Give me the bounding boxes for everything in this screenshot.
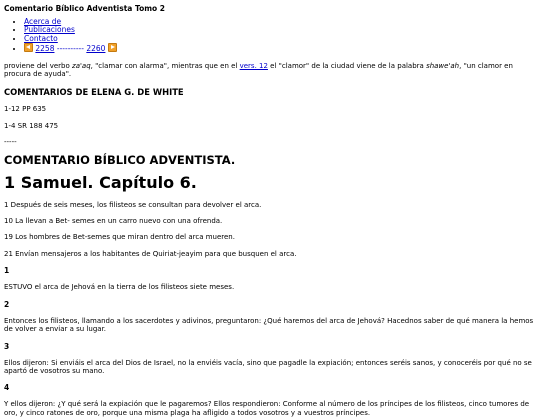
divider: ----- (4, 138, 17, 147)
verse-text: Y ellos dijeron: ¿Y qué será la expiación que le pagaremos? Ellos respondieron: Conforme al número de los príncipes de los filisteos, cinco tumores de oro, y cinco ratones de oro, porque una misma plaga ha afligido a todos vosotros y a vuestros príncipes. (4, 400, 530, 417)
intro-term-zaaq: za'aq (72, 61, 91, 70)
nav-item-publications (24, 26, 536, 34)
nav-item-pager (24, 43, 536, 53)
intro-text-1: proviene del verbo (4, 61, 73, 70)
pager-separator: ---------- (56, 44, 84, 54)
verse-text: Entonces los filisteos, llamando a los sacerdotes y adivinos, preguntaron: ¿Qué haremos del arca de Jehová? Hacednos saber de qué manera la hemos de volver a enviar a su lugar. (4, 316, 534, 334)
summary-item: 1 Después de seis meses, los filisteos se consultan para devolver el arca. (4, 200, 262, 209)
verse-text: ESTUVO el arca de Jehová en la tierra de los filisteos siete meses. (4, 283, 235, 292)
verse-text: Ellos dijeron: Si enviáis el arca del Dios de Israel, no la enviéis vacía, sino que pagadle la expiación; entonces seréis sanos, y conoceréis por qué no se apartó de vosotros su mano. (4, 358, 532, 375)
verse-number: 1 (4, 266, 10, 276)
document-title: Comentario Bíblico Adventista Tomo 2 (4, 4, 166, 13)
nav-link-contact[interactable]: Contacto (24, 33, 58, 43)
summary-item: 21 Envían mensajeros a los habitantes de Quiriat-jeayim para que busquen el arca. (4, 249, 297, 258)
nav-menu (4, 18, 536, 54)
nav-item-about (24, 18, 536, 26)
nav-link-publications[interactable]: Publicaciones (24, 25, 75, 35)
next-page-link[interactable]: 2260 (86, 44, 106, 54)
prev-page-icon[interactable] (24, 43, 33, 52)
egw-heading: COMENTARIOS DE ELENA G. DE WHITE (4, 87, 184, 98)
chapter-title: 1 Samuel. Capítulo 6. (4, 172, 197, 192)
summary-item: 19 Los hombres de Bet-semes que miran dentro del arca mueren. (4, 233, 235, 242)
intro-text-3: el "clamor" de la ciudad viene de la palabra (267, 61, 427, 70)
page (0, 4, 540, 417)
verse-number: 4 (4, 383, 10, 393)
intro-term-shaweah: shawe'ah (426, 61, 460, 70)
nav-link-about[interactable]: Acerca de (24, 17, 62, 26)
verse-number: 3 (4, 341, 10, 351)
summary-item: 10 La llevan a Bet- semes en un carro nuevo con una ofrenda. (4, 217, 223, 226)
commentary-heading: COMENTARIO BÍBLICO ADVENTISTA. (4, 152, 236, 167)
intro-text-2: , "clamar con alarma", mientras que en el (90, 61, 240, 70)
next-page-icon[interactable] (108, 43, 117, 52)
egw-ref: 1-4 SR 188 475 (4, 121, 59, 130)
nav-item-contact (24, 35, 536, 43)
verse-12-link[interactable]: vers. 12 (239, 61, 268, 70)
intro-text-4: , "un clamor en procura de ayuda". (4, 61, 513, 79)
egw-ref: 1-12 PP 635 (4, 105, 47, 114)
prev-page-link[interactable]: 2258 (35, 44, 55, 54)
intro-paragraph (4, 62, 536, 79)
verse-number: 2 (4, 299, 10, 309)
